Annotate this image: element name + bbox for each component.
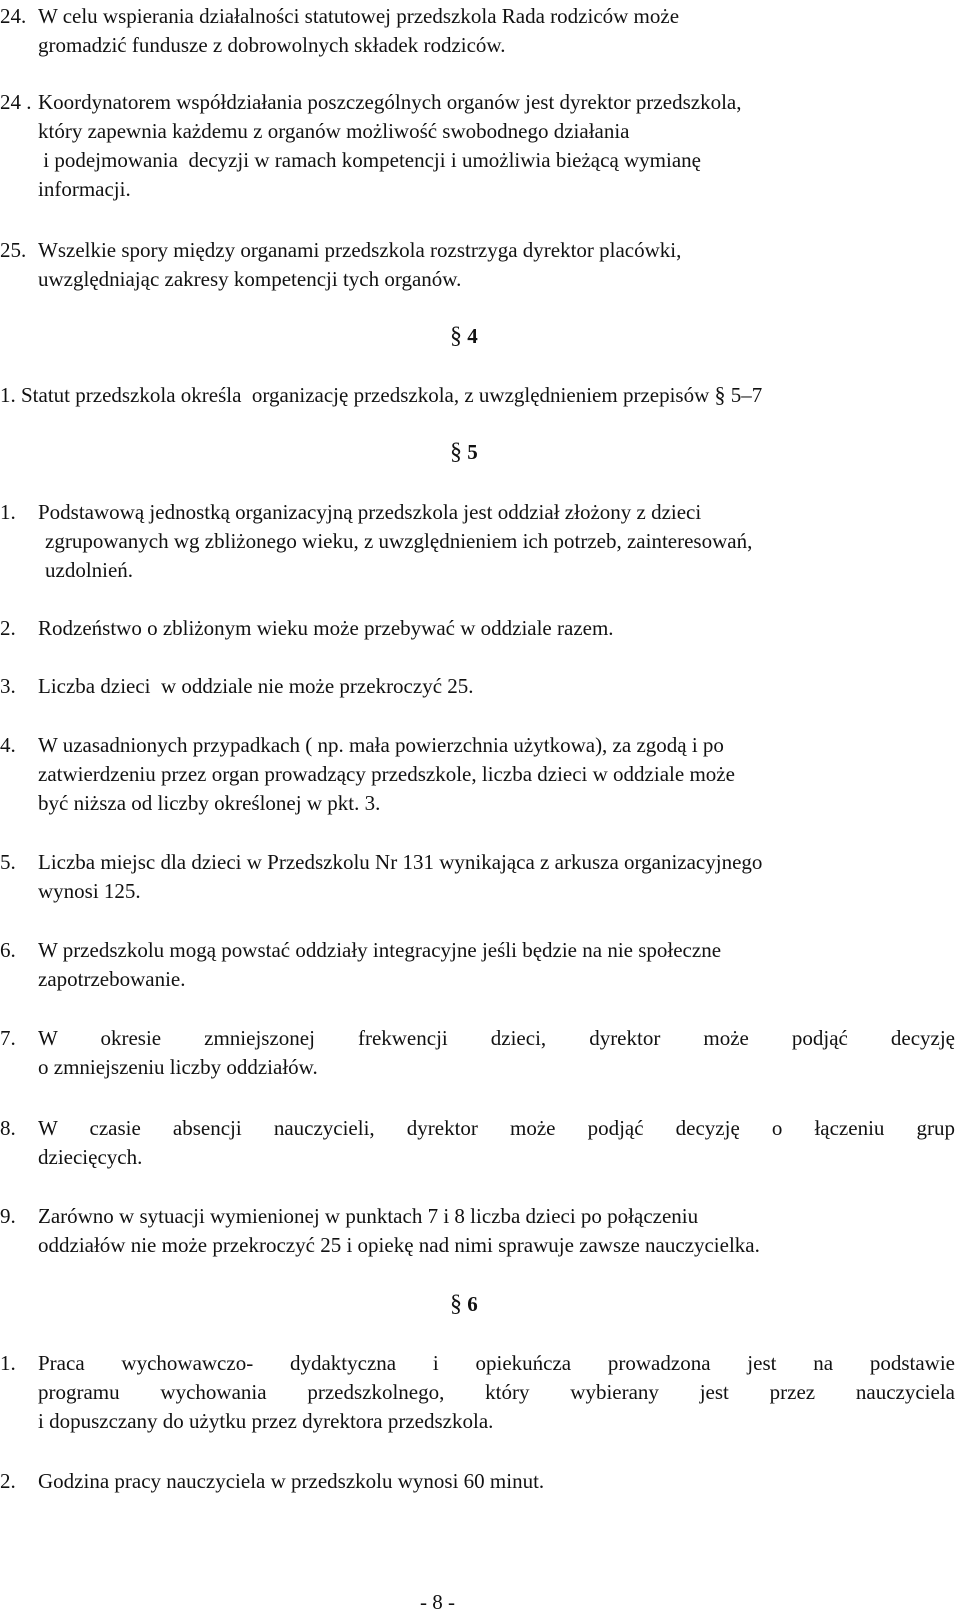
paragraph-5-2 — [0, 614, 955, 643]
item-number: 1. — [0, 500, 16, 524]
section-sign-icon: § — [714, 382, 726, 407]
paragraph-line: o zmniejszeniu liczby oddziałów. — [38, 1055, 318, 1079]
item-number: 3. — [0, 674, 16, 698]
paragraph-24-funds — [0, 2, 955, 60]
paragraph-line: uzdolnień. — [45, 558, 134, 582]
paragraph-6-1 — [0, 1349, 955, 1436]
page-number: - 8 - — [420, 1590, 455, 1614]
paragraph-line: zapotrzebowanie. — [38, 967, 186, 991]
item-number: 24 . — [0, 90, 32, 114]
paragraph-line: Liczba dzieci w oddziale nie może przekroczyć 25. — [38, 674, 474, 698]
item-number: 7. — [0, 1026, 16, 1050]
paragraph-line: być niższa od liczby określonej w pkt. 3. — [38, 791, 381, 815]
paragraph-line: Koordynatorem współdziałania poszczególnych organów jest dyrektor przedszkola, — [38, 90, 742, 114]
paragraph-5-8 — [0, 1114, 955, 1172]
paragraph-24-coordination — [0, 88, 955, 204]
paragraph-line: zatwierdzeniu przez organ prowadzący przedszkole, liczba dzieci w oddziale może — [38, 762, 735, 786]
paragraph-line: Podstawową jednostką organizacyjną przedszkola jest oddział złożony z dzieci — [38, 500, 702, 524]
paragraph-line: Godzina pracy nauczyciela w przedszkolu wynosi 60 minut. — [38, 1469, 545, 1493]
paragraph-line: i podejmowania decyzji w ramach kompetencji i umożliwia bieżącą wymianę — [38, 148, 701, 172]
paragraph-5-4 — [0, 731, 955, 818]
paragraph-5-9 — [0, 1202, 955, 1260]
section-sign-icon: § — [450, 439, 462, 465]
paragraph-line: Rodzeństwo o zbliżonym wieku może przebywać w oddziale razem. — [38, 616, 614, 640]
paragraph-6-2 — [0, 1467, 955, 1496]
paragraph-line: gromadzić fundusze z dobrowolnych składek rodziców. — [38, 33, 506, 57]
paragraph-5-1 — [0, 498, 955, 585]
item-number: 6. — [0, 938, 16, 962]
paragraph-5-3 — [0, 672, 955, 701]
paragraph-4-1 — [0, 380, 955, 410]
paragraph-line: Praca wychowawczo- dydaktyczna i opiekuńcza prowadzona jest na podstawie — [38, 1351, 955, 1375]
section-number: 6 — [467, 1292, 478, 1316]
section-sign-icon: § — [450, 323, 462, 349]
section-heading-6 — [0, 1290, 960, 1319]
paragraph-line: i dopuszczany do użytku przez dyrektora przedszkola. — [38, 1409, 494, 1433]
item-number: 1. — [0, 1351, 16, 1375]
item-number: 9. — [0, 1204, 16, 1228]
paragraph-line: programu wychowania przedszkolnego, który wybierany jest przez nauczyciela — [38, 1380, 955, 1404]
paragraph-line: Wszelkie spory między organami przedszkola rozstrzyga dyrektor placówki, — [38, 238, 682, 262]
paragraph-line: uwzględniając zakresy kompetencji tych organów. — [38, 267, 462, 291]
paragraph-line: dziecięcych. — [38, 1145, 143, 1169]
paragraph-text: 1. Statut przedszkola określa organizację przedszkola, z uwzględnieniem przepisów — [0, 383, 715, 407]
paragraph-5-7 — [0, 1024, 955, 1082]
paragraph-line: Liczba miejsc dla dzieci w Przedszkolu Nr 131 wynikająca z arkusza organizacyjnego — [38, 850, 763, 874]
paragraph-line: W okresie zmniejszonej frekwencji dzieci, dyrektor może podjąć decyzję — [38, 1026, 955, 1050]
item-number: 24. — [0, 4, 27, 28]
item-number: 5. — [0, 850, 16, 874]
paragraph-line: oddziałów nie może przekroczyć 25 i opiekę nad nimi sprawuje zawsze nauczycielka. — [38, 1233, 760, 1257]
paragraph-line: W przedszkolu mogą powstać oddziały integracyjne jeśli będzie na nie społeczne — [38, 938, 722, 962]
item-number: 2. — [0, 1469, 16, 1493]
paragraph-line: który zapewnia każdemu z organów możliwość swobodnego działania — [38, 119, 630, 143]
section-number: 5 — [467, 440, 478, 464]
item-number: 25. — [0, 238, 27, 262]
paragraph-line: informacji. — [38, 177, 131, 201]
paragraph-5-5 — [0, 848, 955, 906]
section-sign-icon: § — [450, 1291, 462, 1317]
paragraph-line: W uzasadnionych przypadkach ( np. mała powierzchnia użytkowa), za zgodą i po — [38, 733, 724, 757]
paragraph-line: Zarówno w sytuacji wymienionej w punktach 7 i 8 liczba dzieci po połączeniu — [38, 1204, 699, 1228]
paragraph-25-disputes — [0, 236, 955, 294]
paragraph-line: W celu wspierania działalności statutowej przedszkola Rada rodziców może — [38, 4, 680, 28]
section-number: 4 — [467, 324, 478, 348]
paragraph-line: zgrupowanych wg zbliżonego wieku, z uwzględnieniem ich potrzeb, zainteresowań, — [45, 529, 753, 553]
item-number: 2. — [0, 616, 16, 640]
section-reference: 5–7 — [730, 383, 763, 407]
paragraph-line: wynosi 125. — [38, 879, 141, 903]
section-heading-4 — [0, 322, 960, 351]
item-number: 8. — [0, 1116, 16, 1140]
paragraph-line: W czasie absencji nauczycieli, dyrektor może podjąć decyzję o łączeniu grup — [38, 1116, 955, 1140]
item-number: 4. — [0, 733, 16, 757]
paragraph-5-6 — [0, 936, 955, 994]
section-heading-5 — [0, 438, 960, 467]
